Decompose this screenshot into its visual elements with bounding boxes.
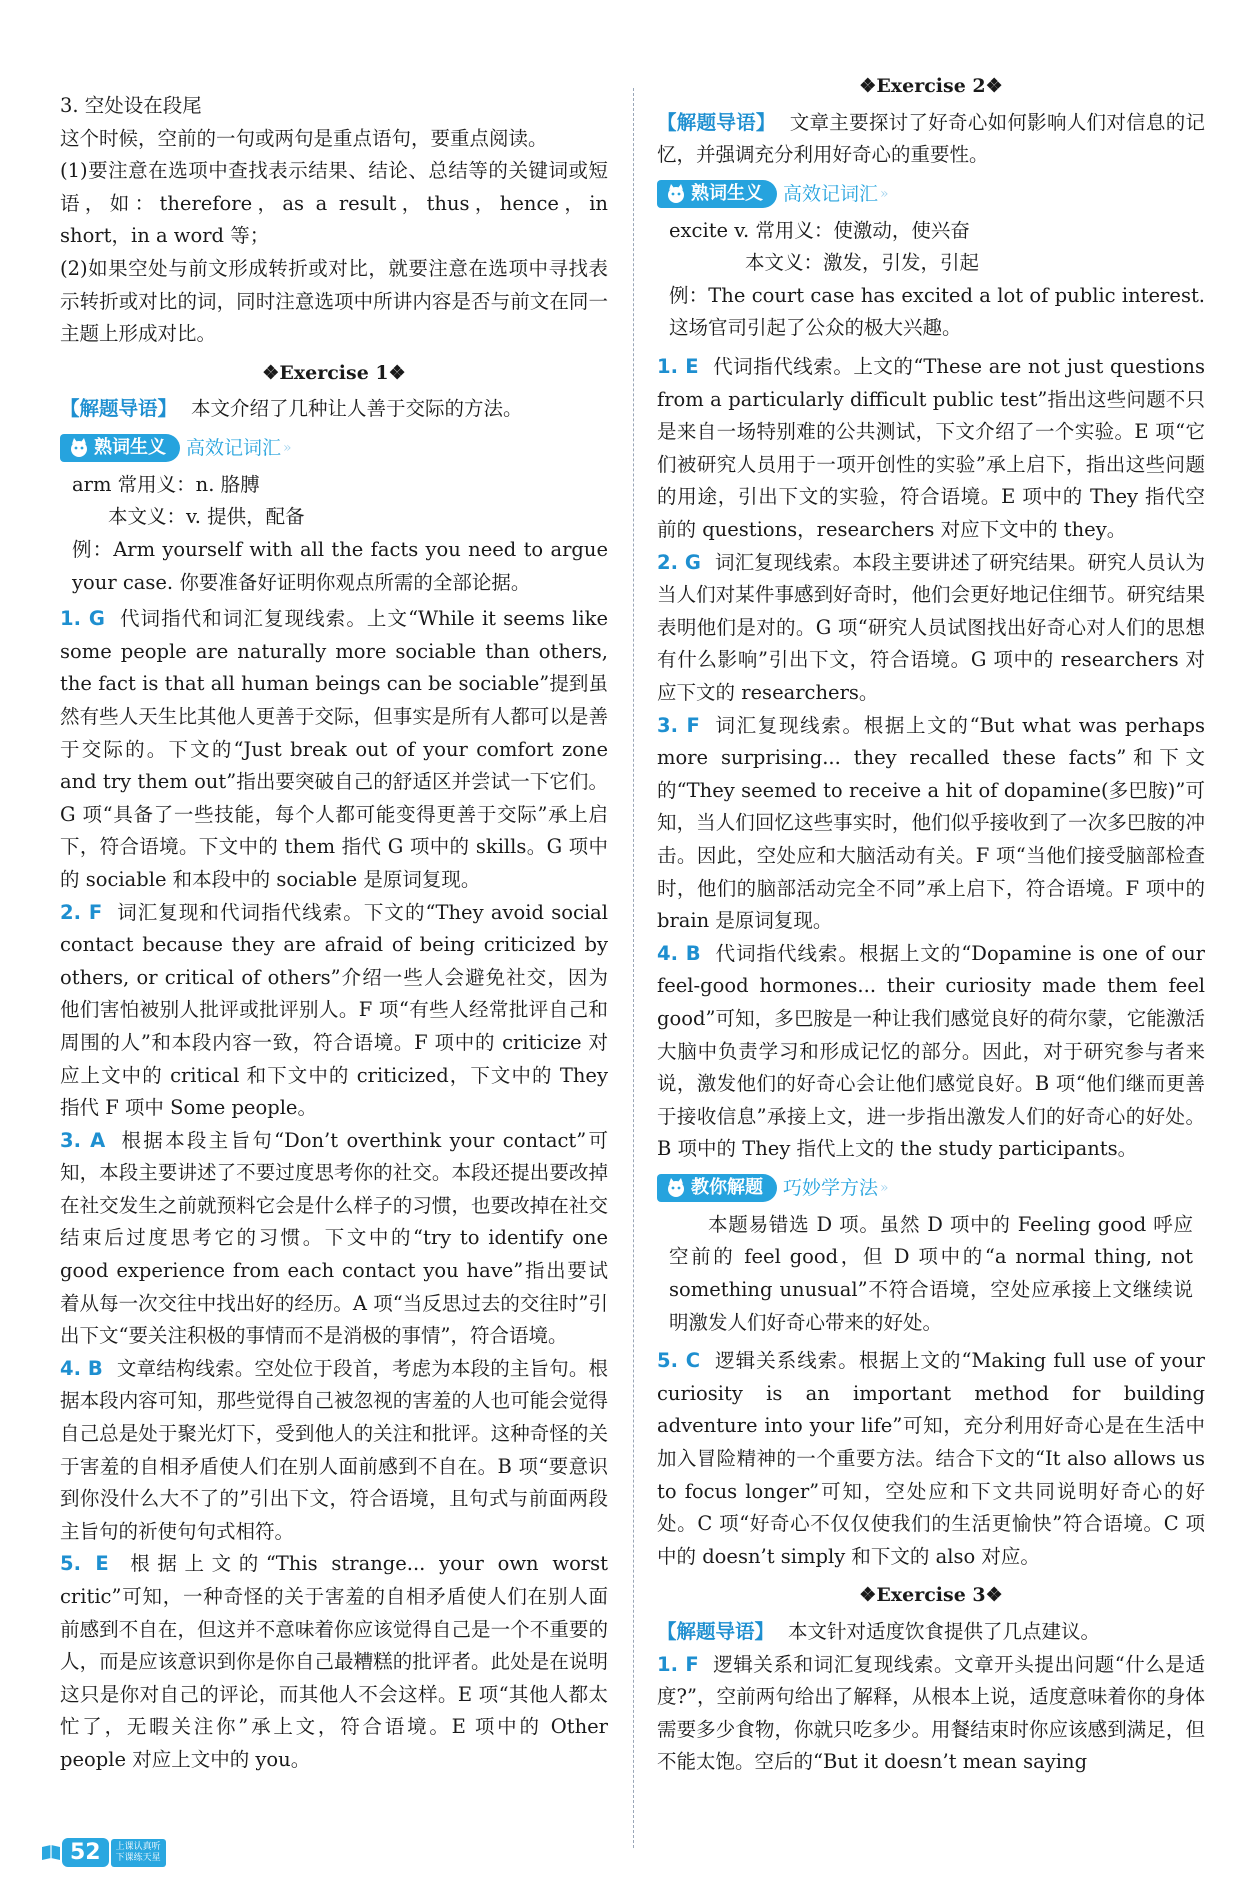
vocab-block: [60, 469, 608, 599]
answer-item: [60, 1548, 608, 1776]
guide-label: 【解题导语】: [657, 110, 776, 134]
answer-text: 逻辑关系线索。根据上文的“Making full use of your curiosity is an important method for building adventure into your life”可知，充分利用好奇心是在生活中加入冒险精神的一个重要方法。结合下文的“It also allows us to focus longer”可知，空处应和下文共同说明好奇心的好处。C 项“好奇心不仅仅使我们的生活更愉快”符合语境。C 项中的 doesn’t simply 和下文的 also 对应。: [657, 1349, 1205, 1568]
book-icon: [40, 1842, 62, 1864]
answer-item: [60, 603, 608, 896]
answer-item: [60, 1353, 608, 1549]
answer-item: [657, 351, 1205, 547]
vocab-badge: [60, 432, 292, 465]
vocab-common-meaning: excite v. 常用义：使激动，使兴奋: [669, 218, 970, 242]
section-heading: 3. 空处设在段尾: [60, 94, 202, 117]
cat-icon: [68, 438, 90, 458]
answer-text: 根据本段主旨句“Don’t overthink your contact”可知，本段主要讲述了不要过度思考你的社交。本段还提出要改掉在社交发生之前就预料它会是什么样子的习惯，也要改掉在社交结束后过度思考它的习惯。下文中的“try to identify one good experience from each contact you have”指出要试着从每一次交往中找出好的经历。A 项“当反思过去的交往时”引出下文“要关注积极的事情而不是消极的事情”，符合语境。: [60, 1128, 609, 1348]
vocab-badge-sub: 高效记词汇: [186, 436, 282, 459]
intro-paragraph: (2)如果空处与前文形成转折或对比，就要注意在选项中寻找表示转折或对比的词，同时注意选项中所讲内容是否与前文在同一主题上形成对比。: [60, 256, 608, 346]
vocab-context-meaning: 本文义：v. 提供，配备: [108, 505, 305, 529]
answer-item: [657, 710, 1205, 938]
cat-icon: [665, 1178, 687, 1198]
answer-text: 代词指代和词汇复现线索。上文“While it seems like some people are naturally more sociable than others, the fact is that all human beings can be sociable”提到虽然有些人天生比其他人更善于交际，但事实是所有人都可以是善于交际的。下文的“Just break out of your comfort zone and try them out”指出要突破自己的舒适区并尝试一下它们。G 项“具备了一些技能，每个人都可能变得更善于交际”承上启下，符合语境。下文中的 them 指代 G 项中的 skills。G 项中的 sociable 和本段中的 sociable 是原词复现。: [60, 607, 608, 891]
vocab-badge: [657, 178, 889, 211]
answer-item: [657, 938, 1205, 1166]
vocab-example: 例：Arm yourself with all the facts you need to argue your case. 你要准备好证明你观点所需的全部论据。: [72, 538, 608, 594]
answer-number: 1. F: [657, 1652, 699, 1676]
footer-slogan-1: 上课认真听: [115, 1841, 161, 1852]
column-divider: [633, 88, 634, 1848]
guide-text: 文章主要探讨了好奇心如何影响人们对信息的记忆，并强调充分利用好奇心的重要性。: [657, 110, 1205, 167]
answer-text: 词汇复现线索。本段主要讲述了研究结果。研究人员认为当人们对某件事感到好奇时，他们会更好地记住细节。研究结果表明他们是对的。G 项“研究人员试图找出好奇心对人们的思想有什么影响”引出下文，符合语境。G 项中的 researchers 对应下文的 researchers。: [657, 550, 1205, 704]
answer-number: 2. F: [60, 900, 103, 924]
chevron-right-icon: »: [283, 439, 292, 456]
answer-text: 代词指代线索。上文的“These are not just questions from a particularly difficult public test”指出这些问题不只是来自一场特别难的公共测试，下文介绍了一个实验。E 项“它们被研究人员用于一项开创性的实验”承上启下，指出这些问题的用途，引出下文的实验，符合语境。E 项中的 They 指代空前的 questions，researchers 对应下文中的 they。: [657, 355, 1205, 542]
page-number: 52: [62, 1838, 109, 1867]
intro-paragraph: 这个时候，空前的一句或两句是重点语句，要重点阅读。: [60, 126, 548, 150]
answer-text: 逻辑关系和词汇复现线索。文章开头提出问题“什么是适度?”，空前两句给出了解释，从根本上说，适度意味着你的身体需要多少食物，你就只吃多少。用餐结束时你应该感到满足，但不能太饱。空后的“But it doesn’t mean saying: [657, 1652, 1205, 1774]
answer-number: 1. E: [657, 355, 699, 379]
guide-line: [60, 393, 608, 426]
footer-slogan: [111, 1839, 166, 1867]
answer-text: 词汇复现线索。根据上文的“But what was perhaps more surprising... they recalled these facts”和下文的“They seemed to receive a hit of dopamine(多巴胺)”可知，当人们回忆这些事实时，他们似乎接收到了一次多巴胺的冲击。因此，空处应和大脑活动有关。F 项“当他们接受脑部检查时，他们的脑部活动完全不同”承上启下，符合语境。F 项中的 brain 是原词复现。: [657, 713, 1205, 933]
answer-number: 5. E: [60, 1552, 109, 1576]
tip-text: 本题易错选 D 项。虽然 D 项中的 Feeling good 呼应空前的 feel good，但 D 项中的“a normal thing, not something unusual”不符合语境，空处应承接上文继续说明激发人们好奇心带来的好处。: [669, 1212, 1193, 1334]
left-column: [60, 90, 608, 1777]
footer-slogan-2: 下课练天星: [115, 1852, 161, 1863]
vocab-badge-label: 熟词生义: [691, 183, 763, 205]
answer-item: [657, 1649, 1205, 1779]
vocab-badge-pill: [657, 180, 777, 208]
vocab-badge-pill: [60, 434, 180, 462]
answer-text: 代词指代线索。根据上文的“Dopamine is one of our feel-good hormones... their curiosity made them feel good”可知，多巴胺是一种让我们感觉良好的荷尔蒙，它能激活大脑中负责学习和形成记忆的部分。因此，对于研究参与者来说，激发他们的好奇心会让他们感觉良好。B 项“他们继而更善于接收信息”承接上文，进一步指出激发人们的好奇心的好处。B 项中的 They 指代上文的 the study participants。: [657, 941, 1205, 1161]
guide-line: [657, 107, 1205, 172]
answer-text: 词汇复现和代词指代线索。下文的“They avoid social contact because they are afraid of being criticized by others, or critical of others”介绍一些人会避免社交，因为他们害怕被别人批评或批评别人。F 项“有些人经常批评自己和周围的人”和本段内容一致，符合语境。F 项中的 criticize 对应上文中的 critical 和下文中的 criticized，下文中的 They 指代 F 项中 Some people。: [60, 900, 608, 1120]
answer-number: 1. G: [60, 607, 105, 631]
tip-badge-sub: 巧妙学方法: [783, 1176, 879, 1199]
guide-label: 【解题导语】: [657, 1619, 775, 1643]
answer-number: 4. B: [60, 1356, 103, 1380]
answer-number: 3. F: [657, 713, 700, 737]
tip-badge-pill: [657, 1174, 777, 1202]
answer-number: 4. B: [657, 941, 701, 965]
answer-item: [657, 547, 1205, 710]
answer-number: 5. C: [657, 1349, 701, 1373]
guide-text: 本文介绍了几种让人善于交际的方法。: [191, 397, 523, 421]
exercise-2-title: ❖Exercise 2❖: [859, 75, 1003, 97]
answer-item: [657, 1345, 1205, 1573]
tip-badge-label: 教你解题: [691, 1177, 763, 1199]
guide-text: 本文针对适度饮食提供了几点建议。: [788, 1619, 1101, 1643]
exercise-3-title: ❖Exercise 3❖: [859, 1584, 1003, 1607]
cat-icon: [665, 184, 687, 204]
vocab-common-meaning: arm 常用义：n. 胳膊: [72, 472, 260, 496]
guide-line: [657, 1616, 1205, 1649]
vocab-badge-label: 熟词生义: [94, 437, 166, 459]
vocab-example: 例：The court case has excited a lot of public interest. 这场官司引起了公众的极大兴趣。: [669, 283, 1205, 340]
intro-paragraph: (1)要注意在选项中查找表示结果、结论、总结等的关键词或短语，如：therefore，as a result，thus，hence，in short，in a word 等；: [60, 159, 608, 248]
exercise-1-title: ❖Exercise 1❖: [262, 361, 406, 384]
vocab-block: [657, 215, 1205, 345]
answer-item: [60, 1125, 608, 1353]
right-column: [657, 64, 1205, 1779]
vocab-context-meaning: 本文义：激发，引发，引起: [745, 251, 980, 275]
answer-item: [60, 897, 608, 1125]
tip-badge: [657, 1172, 889, 1205]
chevron-right-icon: »: [880, 1179, 889, 1196]
chevron-right-icon: »: [880, 185, 889, 202]
answer-number: 3. A: [60, 1128, 106, 1152]
answer-text: 根据上文的“This strange... your own worst critic”可知，一种奇怪的关于害羞的自相矛盾使人们在别人面前感到不自在，但这并不意味着你应该觉得自己是一个不重要的人，而是应该意识到你是你自己最糟糕的批评者。此处是在说明这只是你对自己的评论，而其他人不会这样。E 项“其他人都太忙了，无暇关注你”承上文，符合语境。E 项中的 Other people 对应上文中的 you。: [60, 1552, 609, 1771]
page-footer: [40, 1838, 166, 1867]
guide-label: 【解题导语】: [60, 397, 178, 421]
answer-number: 2. G: [657, 550, 701, 574]
answer-text: 文章结构线索。空处位于段首，考虑为本段的主旨句。根据本段内容可知，那些觉得自己被忽视的害羞的人也可能会觉得自己总是处于聚光灯下，受到他人的关注和批评。这种奇怪的关于害羞的自相矛盾使人们在别人面前感到不自在。B 项“要意识到你没什么大不了的”引出下文，符合语境，且句式与前面两段主旨句的祈使句句式相符。: [60, 1356, 608, 1543]
vocab-badge-sub: 高效记词汇: [783, 182, 879, 205]
